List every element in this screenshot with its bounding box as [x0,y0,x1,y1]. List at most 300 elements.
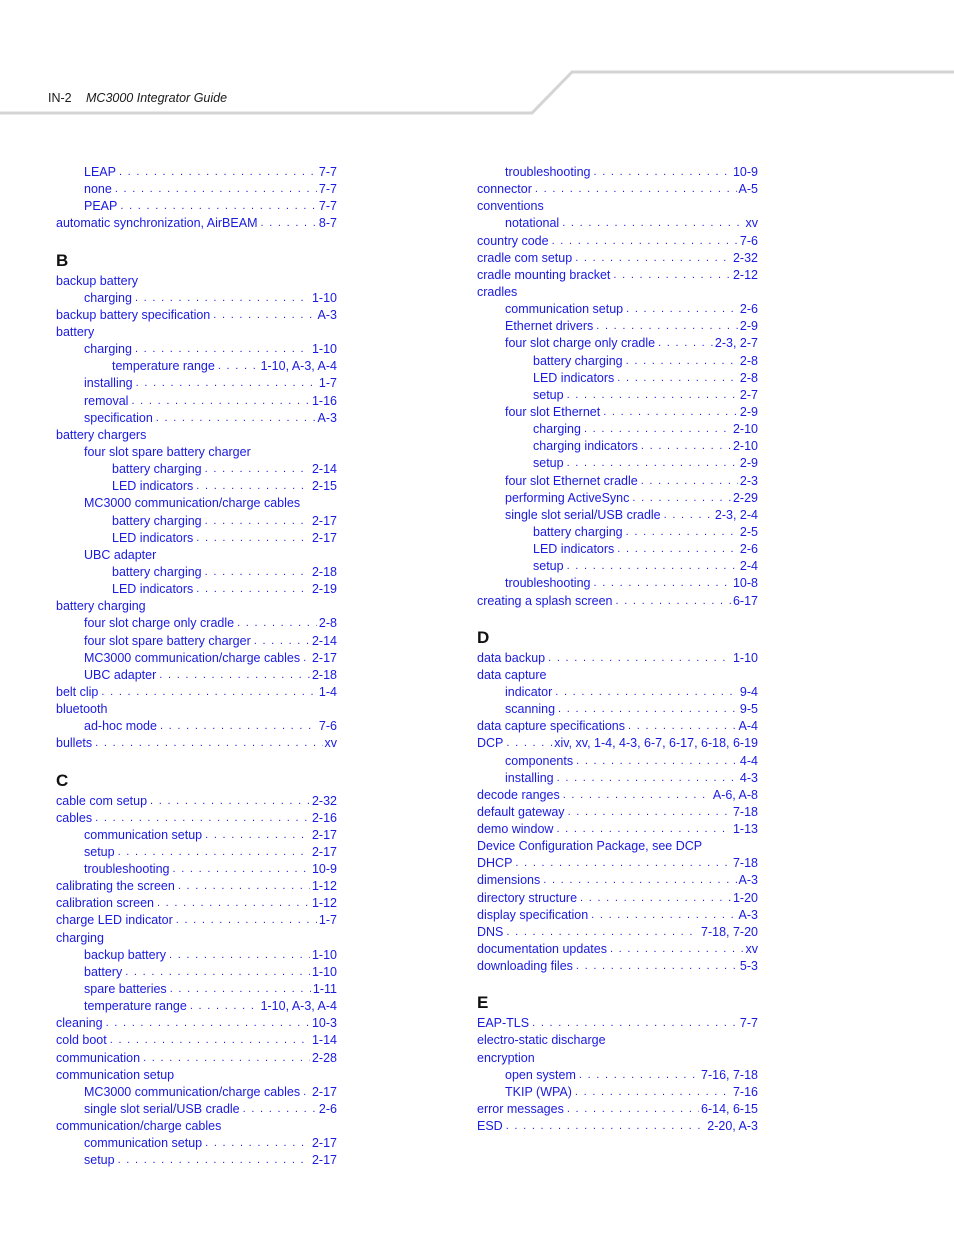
index-entry-pages[interactable]: 2-4 [739,559,758,574]
index-entry-term[interactable]: LED indicators [112,479,194,494]
index-entry-term[interactable]: DCP [477,736,504,751]
index-entry-pages[interactable]: 1-12 [311,896,337,911]
index-entry-term[interactable]: electro-static discharge [477,1033,606,1048]
index-entry-term[interactable]: automatic synchronization, AirBEAM [56,216,258,231]
index-entry-pages[interactable]: A-3 [738,907,758,922]
index-entry-pages[interactable]: 2-3 [739,473,758,488]
index-entry[interactable] [477,735,758,752]
index-entry[interactable] [477,855,758,872]
index-entry-term[interactable]: troubleshooting [505,165,591,179]
index-entry[interactable] [56,1084,337,1101]
index-entry-pages[interactable] [335,701,337,718]
index-entry[interactable] [56,735,337,752]
index-entry-pages[interactable]: 1-10 [311,947,337,962]
index-entry[interactable] [477,250,758,267]
index-entry[interactable] [56,895,337,912]
index-entry-term[interactable]: country code [477,233,549,248]
index-entry[interactable] [56,564,337,581]
index-entry-term[interactable]: components [505,753,574,768]
index-entry-pages[interactable]: 1-12 [311,879,337,894]
index-entry-pages[interactable]: xv [324,736,337,751]
index-entry-pages[interactable]: 1-7 [318,913,337,928]
index-entry-term[interactable]: spare batteries [84,982,167,997]
index-entry-pages[interactable] [335,598,337,615]
index-entry-term[interactable]: Ethernet drivers [505,319,594,334]
index-entry[interactable] [477,267,758,284]
index-entry-term[interactable]: charge LED indicator [56,913,173,928]
index-entry-pages[interactable]: A-3 [317,307,337,322]
index-entry-term[interactable]: PEAP [84,199,118,214]
index-entry-pages[interactable]: 2-17 [311,650,337,665]
index-entry[interactable] [477,753,758,770]
index-entry[interactable] [477,233,758,250]
index-entry[interactable] [56,324,337,341]
index-entry-term[interactable]: cleaning [56,1016,103,1031]
index-entry[interactable] [56,861,337,878]
index-entry[interactable] [477,1015,758,1032]
index-entry-term[interactable]: LED indicators [112,530,194,545]
index-entry-pages[interactable]: 2-7 [739,387,758,402]
index-entry-pages[interactable]: 9-4 [739,684,758,699]
index-entry-term[interactable]: ad-hoc mode [84,719,157,734]
index-entry-pages[interactable]: 6-14, 6-15 [701,1102,758,1117]
index-entry-term[interactable]: data backup [477,650,546,665]
index-entry-pages[interactable]: 7-7 [318,182,337,197]
index-entry-pages[interactable]: 2-17 [311,844,337,859]
index-entry[interactable] [477,404,758,421]
index-entry-pages[interactable]: 2-20, A-3 [707,1119,758,1134]
index-entry[interactable] [56,844,337,861]
index-entry-pages[interactable]: 1-10, A-3, A-4 [260,359,337,374]
index-entry-term[interactable]: bluetooth [56,702,108,717]
index-entry-term[interactable]: cold boot [56,1033,107,1048]
index-entry-pages[interactable]: 2-18 [311,564,337,579]
index-entry-pages[interactable]: A-6, A-8 [712,787,758,802]
index-entry-term[interactable]: battery charging [112,462,202,477]
index-entry-pages[interactable] [335,273,337,290]
index-entry-pages[interactable]: 2-9 [739,456,758,471]
index-entry[interactable] [477,541,758,558]
index-entry[interactable] [56,198,337,215]
index-entry[interactable] [56,530,337,547]
index-entry-pages[interactable]: 1-10, A-3, A-4 [260,999,337,1014]
index-entry-term[interactable]: indicator [505,684,553,699]
index-entry-term[interactable]: communication [56,1050,141,1065]
index-entry-pages[interactable]: xv [745,216,758,231]
index-entry[interactable] [477,181,758,198]
index-entry-term[interactable]: Device Configuration Package, see DCP [477,839,703,854]
index-entry-pages[interactable]: 7-18, 7-20 [701,924,758,939]
index-entry-pages[interactable]: 2-17 [311,530,337,545]
index-entry[interactable] [477,335,758,352]
index-entry[interactable] [477,1050,758,1067]
index-entry[interactable] [56,827,337,844]
index-entry-pages[interactable] [756,838,758,855]
index-entry-term[interactable]: error messages [477,1102,564,1117]
index-entry-pages[interactable]: 2-18 [311,667,337,682]
index-entry-pages[interactable]: 4-4 [739,753,758,768]
index-entry-pages[interactable]: 2-9 [739,319,758,334]
index-entry-pages[interactable]: 5-3 [739,959,758,974]
index-entry[interactable] [56,650,337,667]
index-entry-term[interactable]: backup battery [84,947,166,962]
index-entry-term[interactable]: setup [533,559,564,574]
index-entry[interactable] [56,307,337,324]
index-entry[interactable] [477,701,758,718]
index-entry[interactable] [477,650,758,667]
index-entry[interactable] [56,1101,337,1118]
index-entry-term[interactable]: backup battery specification [56,307,211,322]
index-entry-term[interactable]: LED indicators [533,370,615,385]
index-entry[interactable] [477,941,758,958]
index-entry[interactable] [477,1067,758,1084]
index-entry-pages[interactable]: 2-8 [739,353,758,368]
index-entry-pages[interactable] [335,1118,337,1135]
index-entry[interactable] [477,787,758,804]
index-entry-pages[interactable]: 7-18 [732,804,758,819]
index-entry[interactable] [477,593,758,610]
index-entry-term[interactable]: four slot spare battery charger [84,444,251,459]
index-entry-term[interactable]: cables [56,810,93,825]
index-entry[interactable] [56,444,337,461]
index-entry-term[interactable]: MC3000 communication/charge cables [84,496,301,511]
index-entry[interactable] [56,1032,337,1049]
index-entry[interactable] [477,490,758,507]
index-entry[interactable] [477,718,758,735]
index-entry-term[interactable]: LED indicators [112,582,194,597]
index-entry-term[interactable]: data capture [477,667,547,682]
index-entry-pages[interactable]: 2-5 [739,524,758,539]
index-entry[interactable] [56,478,337,495]
index-entry-pages[interactable]: 2-28 [311,1050,337,1065]
index-entry[interactable] [477,558,758,575]
index-entry-pages[interactable]: A-3 [738,873,758,888]
index-entry-term[interactable]: temperature range [112,359,215,374]
index-entry-term[interactable]: creating a splash screen [477,593,613,608]
index-entry[interactable] [477,684,758,701]
index-entry-pages[interactable]: 7-18 [732,856,758,871]
index-entry[interactable] [477,667,758,684]
index-entry-term[interactable]: four slot charge only cradle [84,616,235,631]
index-entry-term[interactable]: open system [505,1067,576,1082]
index-entry[interactable] [56,341,337,358]
index-entry-pages[interactable]: 2-3, 2-4 [714,507,758,522]
index-entry[interactable] [477,215,758,232]
index-entry-term[interactable]: four slot Ethernet cradle [505,473,638,488]
index-entry-term[interactable]: battery charging [533,353,623,368]
index-entry-pages[interactable] [756,1032,758,1049]
index-entry-term[interactable]: installing [84,376,133,391]
index-entry-term[interactable]: setup [533,456,564,471]
index-entry-pages[interactable]: 1-10 [311,342,337,357]
index-entry-pages[interactable]: 1-10 [732,650,758,665]
index-entry-pages[interactable] [335,427,337,444]
index-entry[interactable] [477,353,758,370]
index-entry-pages[interactable]: 7-6 [318,719,337,734]
index-entry[interactable] [56,1050,337,1067]
index-entry[interactable] [56,793,337,810]
index-entry-term[interactable]: removal [84,393,129,408]
index-entry-term[interactable]: temperature range [84,999,187,1014]
index-entry[interactable] [56,1118,337,1135]
index-entry-pages[interactable]: 7-16, 7-18 [701,1067,758,1082]
index-entry-term[interactable]: backup battery [56,273,138,288]
index-entry[interactable] [56,1015,337,1032]
index-entry-pages[interactable]: 1-14 [311,1033,337,1048]
index-entry[interactable] [477,872,758,889]
index-entry-pages[interactable]: xiv, xv, 1-4, 4-3, 6-7, 6-17, 6-18, 6-19 [554,736,758,751]
index-entry[interactable] [56,513,337,530]
index-entry[interactable] [477,387,758,404]
index-entry-pages[interactable]: 2-19 [311,582,337,597]
index-entry[interactable] [477,455,758,472]
index-entry[interactable] [477,438,758,455]
index-entry-term[interactable]: LEAP [84,165,116,179]
index-entry-pages[interactable]: A-5 [738,182,758,197]
index-entry-term[interactable]: connector [477,182,532,197]
index-entry-pages[interactable] [756,667,758,684]
index-entry[interactable] [56,215,337,232]
index-entry-term[interactable]: calibration screen [56,896,154,911]
index-entry-term[interactable]: troubleshooting [84,862,170,877]
index-entry-term[interactable]: DHCP [477,856,513,871]
index-entry-term[interactable]: battery charging [56,599,146,614]
index-entry[interactable] [477,1101,758,1118]
index-entry[interactable] [477,473,758,490]
index-entry-pages[interactable]: 2-29 [732,490,758,505]
index-entry-term[interactable]: four slot charge only cradle [505,336,656,351]
index-entry[interactable] [56,358,337,375]
index-entry[interactable] [477,507,758,524]
index-entry[interactable] [56,181,337,198]
index-entry-term[interactable]: battery [56,324,95,339]
index-entry-term[interactable]: battery chargers [56,427,147,442]
index-entry-term[interactable]: specification [84,410,153,425]
index-entry-pages[interactable]: 10-9 [732,165,758,179]
index-entry-term[interactable]: data capture specifications [477,719,626,734]
index-entry-pages[interactable]: 1-10 [311,290,337,305]
index-entry-pages[interactable]: 2-14 [311,633,337,648]
index-entry-term[interactable]: decode ranges [477,787,560,802]
index-entry-term[interactable]: UBC adapter [84,667,157,682]
index-entry-term[interactable]: four slot spare battery charger [84,633,251,648]
index-entry-pages[interactable]: A-4 [738,719,758,734]
index-entry-pages[interactable]: 2-3, 2-7 [714,336,758,351]
index-entry-pages[interactable]: xv [745,942,758,957]
index-entry[interactable] [477,164,758,181]
index-entry-term[interactable]: cable com setup [56,793,148,808]
index-entry[interactable] [56,912,337,929]
index-entry-term[interactable]: single slot serial/USB cradle [505,507,661,522]
index-entry[interactable] [477,301,758,318]
index-entry-pages[interactable]: 10-9 [311,862,337,877]
index-entry[interactable] [477,907,758,924]
index-entry-term[interactable]: display specification [477,907,589,922]
index-entry[interactable] [56,633,337,650]
index-entry-pages[interactable]: 7-16 [732,1084,758,1099]
index-entry-term[interactable]: MC3000 communication/charge cables [84,650,301,665]
index-entry-pages[interactable]: 2-17 [311,1153,337,1168]
index-entry-term[interactable]: directory structure [477,890,578,905]
index-entry-pages[interactable] [335,930,337,947]
index-entry-term[interactable]: none [84,182,112,197]
index-entry[interactable] [56,375,337,392]
index-entry[interactable] [477,370,758,387]
index-entry-pages[interactable]: 6-17 [732,593,758,608]
index-entry-term[interactable]: communication setup [56,1067,175,1082]
index-entry[interactable] [477,821,758,838]
index-entry-pages[interactable]: 1-7 [318,376,337,391]
index-entry-pages[interactable]: 2-6 [739,542,758,557]
index-entry-pages[interactable]: 2-17 [311,827,337,842]
index-entry-pages[interactable]: 2-8 [739,370,758,385]
index-entry[interactable] [56,684,337,701]
index-entry-term[interactable]: cradle mounting bracket [477,267,611,282]
index-entry-term[interactable]: charging [56,930,104,945]
index-entry[interactable] [56,1135,337,1152]
index-entry-pages[interactable]: 1-20 [732,890,758,905]
index-entry-pages[interactable]: 2-6 [318,1102,337,1117]
index-entry-pages[interactable]: 4-3 [739,770,758,785]
index-entry[interactable] [477,958,758,975]
index-entry[interactable] [56,964,337,981]
index-entry-term[interactable]: setup [84,1153,115,1168]
index-entry[interactable] [56,273,337,290]
index-entry-pages[interactable]: 2-17 [311,513,337,528]
index-entry-pages[interactable]: 7-7 [318,199,337,214]
index-entry-pages[interactable] [335,324,337,341]
index-entry[interactable] [56,461,337,478]
index-entry[interactable] [477,890,758,907]
index-entry-term[interactable]: bullets [56,736,93,751]
index-entry-term[interactable]: MC3000 communication/charge cables [84,1084,301,1099]
index-entry-pages[interactable] [335,495,337,512]
index-entry[interactable] [56,998,337,1015]
index-entry-pages[interactable]: 2-32 [732,250,758,265]
index-entry[interactable] [56,718,337,735]
index-entry-pages[interactable]: 9-5 [739,702,758,717]
index-entry[interactable] [56,878,337,895]
index-entry-pages[interactable]: 2-16 [311,810,337,825]
index-entry-term[interactable]: DNS [477,924,504,939]
index-entry-term[interactable]: UBC adapter [84,547,157,562]
index-entry-term[interactable]: battery charging [533,524,623,539]
index-entry-term[interactable]: cradle com setup [477,250,573,265]
index-entry-pages[interactable]: 7-6 [739,233,758,248]
index-entry-term[interactable]: installing [505,770,554,785]
index-entry-term[interactable]: setup [533,387,564,402]
index-entry-term[interactable]: communication setup [84,1136,203,1151]
index-entry-term[interactable]: demo window [477,822,554,837]
index-entry[interactable] [56,810,337,827]
index-entry[interactable] [56,930,337,947]
index-entry[interactable] [56,410,337,427]
index-entry-pages[interactable]: 2-17 [311,1084,337,1099]
index-entry-term[interactable]: troubleshooting [505,576,591,591]
index-entry[interactable] [477,421,758,438]
index-entry-term[interactable]: charging [84,342,132,357]
index-entry[interactable] [477,284,758,301]
index-entry[interactable] [56,701,337,718]
index-entry-pages[interactable]: 10-8 [732,576,758,591]
index-entry-pages[interactable]: 2-10 [732,422,758,437]
index-entry[interactable] [56,164,337,181]
index-entry-term[interactable]: communication setup [84,827,203,842]
index-entry-pages[interactable]: 1-11 [312,982,337,997]
index-entry-pages[interactable]: 1-13 [732,822,758,837]
index-entry[interactable] [56,290,337,307]
index-entry-term[interactable]: dimensions [477,873,541,888]
index-entry[interactable] [477,1084,758,1101]
index-entry-term[interactable]: communication/charge cables [56,1119,222,1134]
index-entry-term[interactable]: setup [84,844,115,859]
index-entry[interactable] [56,427,337,444]
index-entry-pages[interactable] [335,547,337,564]
index-entry[interactable] [56,615,337,632]
index-entry-pages[interactable] [335,444,337,461]
index-entry[interactable] [477,924,758,941]
index-entry-pages[interactable] [756,284,758,301]
index-entry-pages[interactable]: 2-9 [739,404,758,419]
index-entry[interactable] [56,495,337,512]
index-entry-pages[interactable]: 2-10 [732,439,758,454]
index-entry-pages[interactable]: 2-15 [311,479,337,494]
index-entry-pages[interactable]: 2-8 [318,616,337,631]
index-entry[interactable] [56,598,337,615]
index-entry-pages[interactable]: 7-7 [318,165,337,179]
index-entry-pages[interactable]: A-3 [317,410,337,425]
index-entry-term[interactable]: scanning [505,702,556,717]
index-entry[interactable] [477,318,758,335]
index-entry-term[interactable]: charging [533,422,581,437]
index-entry-term[interactable]: encryption [477,1050,535,1065]
index-entry[interactable] [56,981,337,998]
index-entry-term[interactable]: performing ActiveSync [505,490,630,505]
index-entry[interactable] [56,1067,337,1084]
index-entry-term[interactable]: battery charging [112,564,202,579]
index-entry-term[interactable]: notational [505,216,560,231]
index-entry-pages[interactable]: 2-12 [732,267,758,282]
index-entry-term[interactable]: communication setup [505,302,624,317]
index-entry[interactable] [477,575,758,592]
index-entry-term[interactable]: conventions [477,199,544,214]
index-entry-term[interactable]: four slot Ethernet [505,404,601,419]
index-entry-pages[interactable] [756,198,758,215]
index-entry-term[interactable]: battery [84,964,123,979]
index-entry-term[interactable]: battery charging [112,513,202,528]
index-entry-term[interactable]: single slot serial/USB cradle [84,1102,240,1117]
index-entry[interactable] [56,547,337,564]
index-entry-term[interactable]: LED indicators [533,542,615,557]
index-entry[interactable] [56,667,337,684]
index-entry-pages[interactable]: 1-4 [318,684,337,699]
index-entry-term[interactable]: downloading files [477,959,573,974]
index-entry-pages[interactable]: 2-17 [311,1136,337,1151]
index-entry-term[interactable]: cradles [477,284,518,299]
index-entry-term[interactable]: charging indicators [533,439,638,454]
index-entry[interactable] [477,1032,758,1049]
index-entry-pages[interactable] [335,1067,337,1084]
index-entry-pages[interactable]: 7-7 [739,1016,758,1031]
index-entry[interactable] [56,581,337,598]
index-entry-pages[interactable]: 8-7 [318,216,337,231]
index-entry[interactable] [56,393,337,410]
index-entry[interactable] [477,770,758,787]
index-entry-term[interactable]: belt clip [56,684,99,699]
index-entry-term[interactable]: charging [84,290,132,305]
index-entry-pages[interactable]: 1-16 [311,393,337,408]
index-entry-pages[interactable]: 2-6 [739,302,758,317]
